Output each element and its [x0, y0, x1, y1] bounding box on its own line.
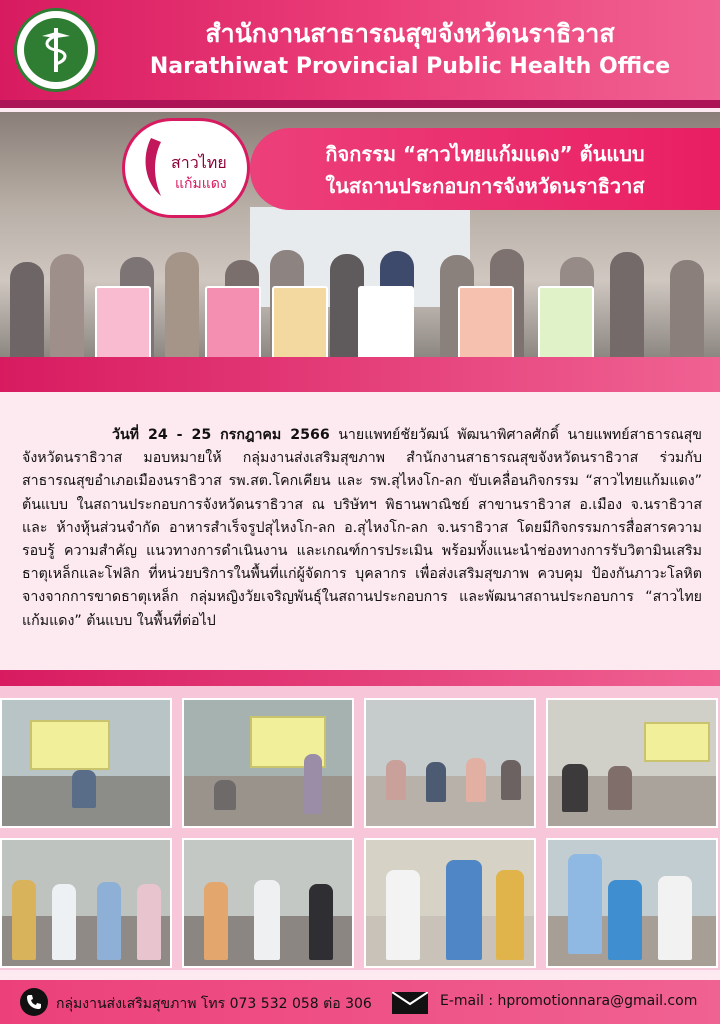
mail-icon — [392, 992, 428, 1014]
gallery-photo-7 — [364, 838, 536, 968]
footer-phone-text: กลุ่มงานส่งเสริมสุขภาพ โทร 073 532 058 ต่อ 306 — [56, 996, 372, 1012]
ministry-logo — [14, 8, 98, 92]
activity-title-box — [250, 128, 720, 210]
gallery-photo-8 — [546, 838, 718, 968]
svg-text:แก้มแดง: แก้มแดง — [175, 176, 227, 192]
gallery-photo-1 — [0, 698, 172, 828]
footer-email-text[interactable]: E-mail : hpromotionnara@gmail.com — [440, 993, 698, 1009]
activity-title-line1: กิจกรรม “สาวไทยแก้มแดง” ต้นแบบ — [325, 142, 645, 166]
gallery-photo-4 — [546, 698, 718, 828]
article-text: นายแพทย์ชัยวัฒน์ พัฒนาพิศาลศักดิ์ นายแพทย์สาธารณสุขจังหวัดนราธิวาส มอบหมายให้ กลุ่มงานส่งเสริมสุขภาพ สำนักงานสาธารณสุขจังหวัดนราธิวาส ร่วมกับสาธารณสุขอำเภอเมืองนราธิวาส รพ.สต.โคกเคียน และ รพ.สุไหงโก-ลก ขับเคลื่อนกิจกรรม “สาวไทยแก้มแดง” ต้นแบบ ในสถานประกอบการจังหวัดนราธิวาส ณ บริษัทฯ พิธานพาณิชย์ สาขานราธิวาส อ.เมือง จ.นราธิวาส และ ห้างหุ้นส่วนจำกัด อาหารสำเร็จรูปสุไหงโก-ลก อ.สุไหงโก-ลก จ.นราธิวาส โดยมีกิจกรรมการสื่อสารความรอบรู้ ความสำคัญ แนวทางการดำเนินงาน และเกณฑ์การประเมิน พร้อมทั้งแนะนำช่องทางการรับวิตามินเสริมธาตุเหล็กและโฟลิก ที่หน่วยบริการในพื้นที่แก่ผู้จัดการ บุคลากร เพื่อส่งเสริมสุขภาพ ควบคุม ป้องกันภาวะโลหิตจางจากการขาดธาตุเหล็ก กลุ่มหญิงวัยเจริญพันธุ์ในสถานประกอบการ และพัฒนาสถานประกอบการ “สาวไทยแก้มแดง” ต้นแบบ ในพื้นที่ต่อไป — [22, 427, 702, 629]
gallery-photo-2 — [182, 698, 354, 828]
campaign-logo — [122, 118, 250, 218]
office-title-english: Narathiwat Provincial Public Health Office — [149, 54, 671, 79]
article-date: วันที่ 24 - 25 กรกฎาคม 2566 — [112, 427, 330, 443]
header-stripe — [0, 100, 720, 108]
hero-bottom-band — [0, 357, 720, 392]
footer-bar — [0, 980, 720, 1024]
phone-icon — [20, 988, 48, 1016]
gallery-photo-5 — [0, 838, 172, 968]
gallery-photo-6 — [182, 838, 354, 968]
article-body — [22, 424, 702, 633]
gallery-photo-3 — [364, 698, 536, 828]
office-title-thai: สำนักงานสาธารณสุขจังหวัดนราธิวาส — [205, 19, 615, 48]
header-banner — [0, 0, 720, 100]
activity-title-line2: ในสถานประกอบการจังหวัดนราธิวาส — [325, 174, 645, 198]
svg-text:สาวไทย: สาวไทย — [171, 153, 227, 172]
